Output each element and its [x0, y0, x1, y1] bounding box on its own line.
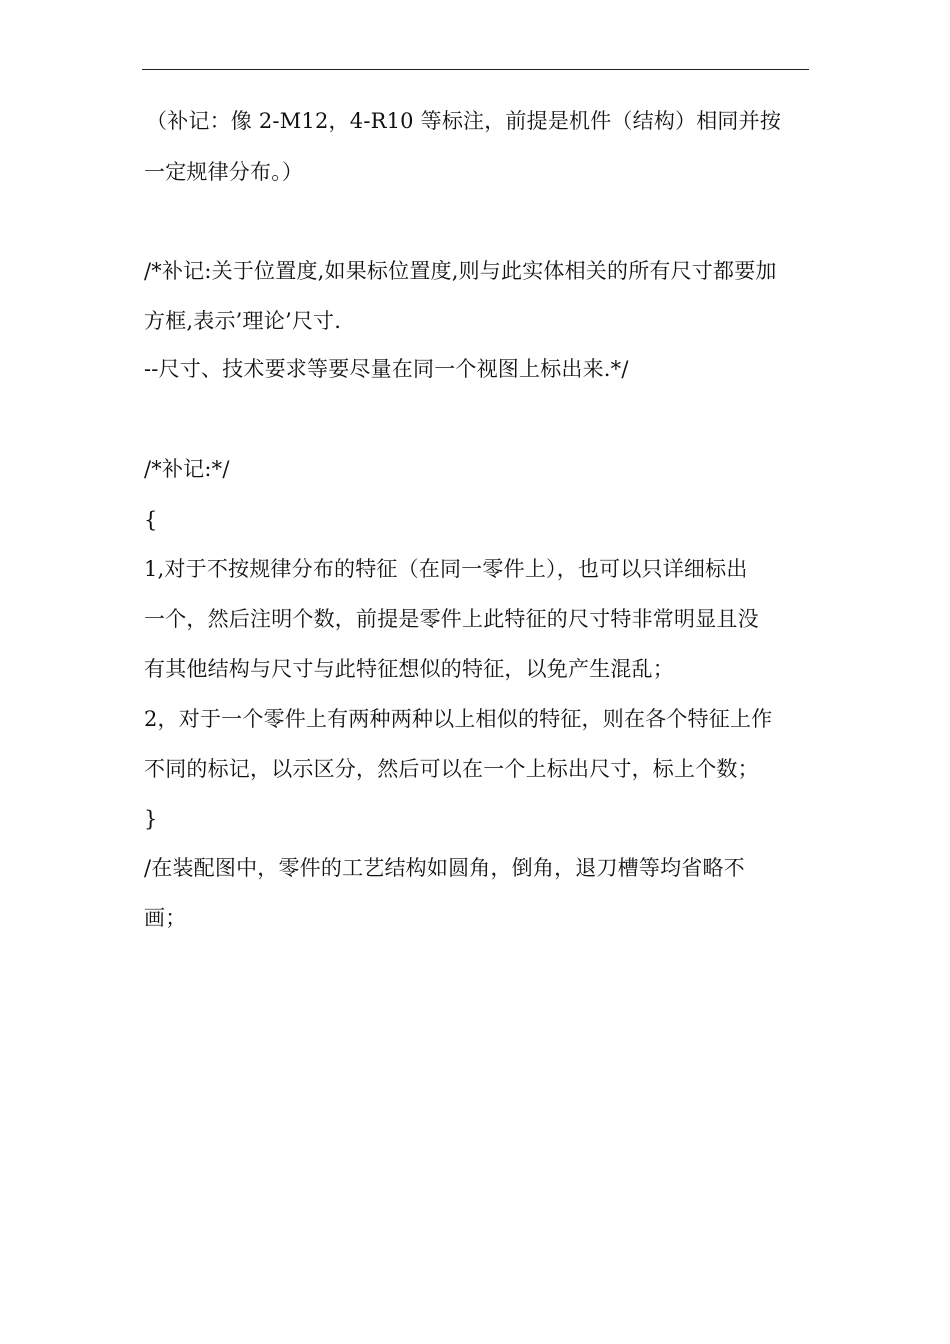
text-line: /*补记:*/: [144, 457, 230, 481]
text-line: 画；: [144, 906, 187, 930]
text-line: {: [144, 508, 158, 532]
text-line: 一定规律分布。）: [144, 160, 304, 184]
header-rule: [142, 69, 809, 70]
text-line: 一个，然后注明个数，前提是零件上此特征的尺寸特非常明显且没: [144, 607, 759, 631]
text-line: }: [144, 807, 158, 831]
text-line: 2，对于一个零件上有两种两种以上相似的特征，则在各个特征上作: [144, 707, 773, 731]
text-line: 不同的标记，以示区分，然后可以在一个上标出尺寸，标上个数；: [144, 757, 759, 781]
text-line: 方框,表示’理论’尺寸.: [144, 309, 342, 333]
text-line: /*补记:关于位置度,如果标位置度,则与此实体相关的所有尺寸都要加: [144, 259, 777, 283]
text-line: /在装配图中，零件的工艺结构如圆角，倒角，退刀槽等均省略不: [144, 856, 745, 880]
text-line: 有其他结构与尺寸与此特征想似的特征，以免产生混乱；: [144, 657, 674, 681]
text-line: --尺寸、技术要求等要尽量在同一个视图上标出来.*/: [144, 357, 629, 381]
text-line: 1,对于不按规律分布的特征（在同一零件上），也可以只详细标出: [144, 557, 748, 581]
text-line: （补记：像 2-M12，4-R10 等标注，前提是机件（结构）相同并按: [146, 109, 782, 133]
